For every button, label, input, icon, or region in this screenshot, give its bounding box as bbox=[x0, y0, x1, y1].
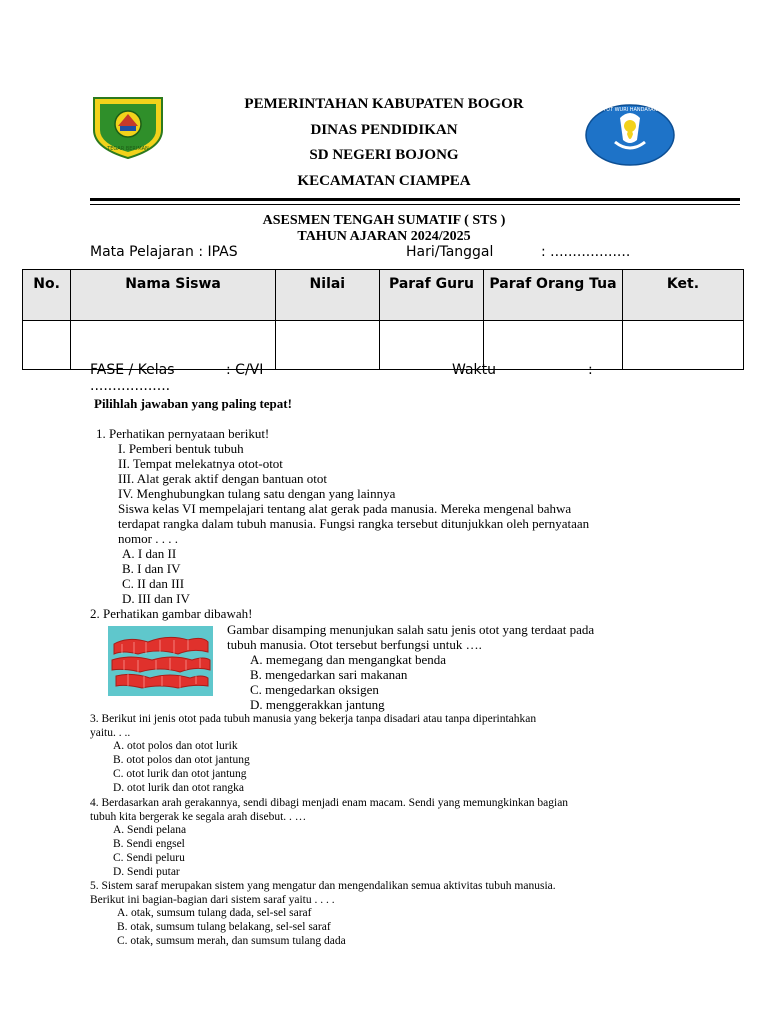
q3-text: 3. Berikut ini jenis otot pada tubuh manusia yang bekerja tanpa disadari atau tanpa diperintahkan bbox=[90, 713, 537, 725]
col-header-notes: Ket. bbox=[622, 270, 743, 321]
q1-option-a[interactable]: A. I dan II bbox=[122, 546, 177, 561]
header-divider-thin bbox=[90, 204, 740, 205]
col-header-parent-sign: Paraf Orang Tua bbox=[484, 270, 623, 321]
left-logo-motto: TEGAR BERIMAN bbox=[107, 146, 149, 152]
q4-option-a[interactable]: A. Sendi pelana bbox=[113, 824, 187, 836]
header-line-4: KECAMATAN CIAMPEA bbox=[297, 173, 471, 189]
header-line-3: SD NEGERI BOJONG bbox=[309, 147, 459, 163]
q3-option-a[interactable]: A. otot polos dan otot lurik bbox=[113, 740, 238, 752]
q1-option-b[interactable]: B. I dan IV bbox=[122, 561, 181, 576]
col-header-name: Nama Siswa bbox=[71, 270, 276, 321]
q3-option-d[interactable]: D. otot lurik dan otot rangka bbox=[113, 782, 244, 794]
q5-text: Berikut ini bagian-bagian dari sistem saraf yaitu . . . . bbox=[90, 894, 335, 906]
time-colon: : bbox=[588, 362, 593, 378]
exam-year: TAHUN AJARAN 2024/2025 bbox=[297, 229, 471, 244]
cell-score[interactable] bbox=[275, 321, 379, 370]
q2-option-c[interactable]: C. mengedarkan oksigen bbox=[250, 682, 379, 697]
q1-text: nomor . . . . bbox=[118, 531, 178, 546]
q1-option-d[interactable]: D. III dan IV bbox=[122, 591, 190, 606]
q3-option-c[interactable]: C. otot lurik dan otot jantung bbox=[113, 768, 247, 780]
fase-label: FASE / Kelas bbox=[90, 362, 175, 378]
q1-item: II. Tempat melekatnya otot-otot bbox=[118, 456, 283, 471]
tut-wuri-handayani-logo bbox=[585, 104, 675, 166]
fase-value: : C/VI bbox=[226, 362, 264, 378]
col-header-score: Nilai bbox=[275, 270, 379, 321]
q1-option-c[interactable]: C. II dan III bbox=[122, 576, 185, 591]
q5-text: 5. Sistem saraf merupakan sistem yang mengatur dan mengendalikan semua aktivitas tubuh manusia. bbox=[90, 880, 556, 892]
q2-text: Gambar disamping menunjukan salah satu jenis otot yang terdaat pada bbox=[227, 622, 595, 637]
subject-label: Mata Pelajaran : IPAS bbox=[90, 244, 238, 260]
q5-option-c[interactable]: C. otak, sumsum merah, dan sumsum tulang dada bbox=[117, 935, 346, 947]
col-header-no: No. bbox=[23, 270, 71, 321]
date-label: Hari/Tanggal bbox=[406, 244, 494, 260]
student-info-table bbox=[22, 269, 744, 370]
q4-text: tubuh kita bergerak ke segala arah disebut. . … bbox=[90, 811, 307, 823]
q1-item: IV. Menghubungkan tulang satu dengan yang lainnya bbox=[118, 486, 396, 501]
cardiac-muscle-image bbox=[108, 626, 213, 696]
cell-parent-sign[interactable] bbox=[484, 321, 623, 370]
header-line-1: PEMERINTAHAN KABUPATEN BOGOR bbox=[244, 96, 524, 112]
q4-option-d[interactable]: D. Sendi putar bbox=[113, 866, 180, 878]
header-line-2: DINAS PENDIDIKAN bbox=[310, 122, 458, 138]
header-divider-thick bbox=[90, 198, 740, 201]
q5-option-a[interactable]: A. otak, sumsum tulang dada, sel-sel saraf bbox=[117, 907, 312, 919]
q4-option-b[interactable]: B. Sendi engsel bbox=[113, 838, 185, 850]
q3-text: yaitu. . .. bbox=[90, 727, 131, 739]
q4-option-c[interactable]: C. Sendi peluru bbox=[113, 852, 185, 864]
q5-option-b[interactable]: B. otak, sumsum tulang belakang, sel-sel saraf bbox=[117, 921, 331, 933]
exam-title: ASESMEN TENGAH SUMATIF ( STS ) bbox=[262, 213, 506, 228]
q2-option-a[interactable]: A. memegang dan mengangkat benda bbox=[250, 652, 447, 667]
cell-notes[interactable] bbox=[622, 321, 743, 370]
q1-item: III. Alat gerak aktif dengan bantuan otot bbox=[118, 471, 328, 486]
q2-option-d[interactable]: D. menggerakkan jantung bbox=[250, 697, 385, 712]
q2-option-b[interactable]: B. mengedarkan sari makanan bbox=[250, 667, 408, 682]
instruction: Pilihlah jawaban yang paling tepat! bbox=[94, 396, 292, 411]
cell-no[interactable] bbox=[23, 321, 71, 370]
col-header-teacher-sign: Paraf Guru bbox=[379, 270, 483, 321]
q1-text: Siswa kelas VI mempelajari tentang alat gerak pada manusia. Mereka mengenal bahwa bbox=[118, 501, 572, 516]
q2-stem: 2. Perhatikan gambar dibawah! bbox=[90, 606, 253, 621]
right-logo-motto: TUT WURI HANDAYANI bbox=[603, 107, 659, 113]
q4-text: 4. Berdasarkan arah gerakannya, sendi dibagi menjadi enam macam. Sendi yang memungkinkan bagian bbox=[90, 797, 569, 809]
time-value: .................. bbox=[90, 378, 171, 394]
date-value: : .................. bbox=[541, 244, 631, 260]
q2-text: tubuh manusia. Otot tersebut berfungsi untuk …. bbox=[227, 637, 482, 652]
q1-text: terdapat rangka dalam tubuh manusia. Fungsi rangka tersebut ditunjukkan oleh pernyataan bbox=[118, 516, 590, 531]
q3-option-b[interactable]: B. otot polos dan otot jantung bbox=[113, 754, 250, 766]
time-label: Waktu bbox=[452, 362, 496, 378]
q1-item: I. Pemberi bentuk tubuh bbox=[118, 441, 244, 456]
q1-stem: 1. Perhatikan pernyataan berikut! bbox=[96, 426, 270, 441]
